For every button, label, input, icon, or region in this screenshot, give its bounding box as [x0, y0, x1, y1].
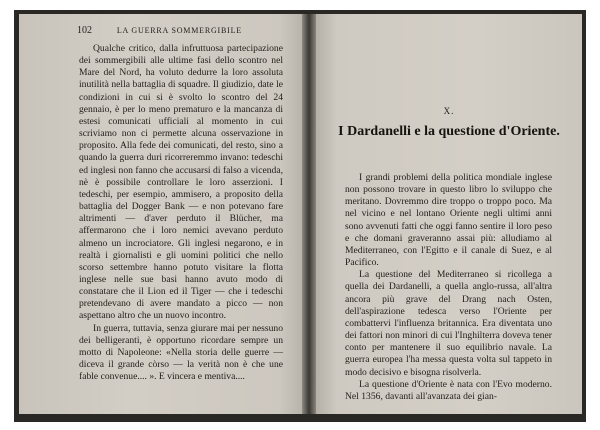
paragraph: In guerra, tuttavia, senza giurare mai per nessuno dei belligeranti, è opportuno ricordare sempre un motto di Napoleone: «Nella storia delle guerre — diceva il grande còrso — la verità non è che une fable convenue.... ». E vincera e mentiva.... — [79, 322, 283, 383]
right-page — [316, 14, 582, 414]
running-head-title: LA GUERRA SOMMERGIBILE — [116, 26, 242, 35]
chapter-number: X. — [443, 106, 455, 116]
paragraph: La questione d'Oriente è nata con l'Evo moderno. Nel 1356, davanti all'avanzata dei gian- — [345, 378, 552, 402]
chapter-title: I Dardanelli e la questione d'Oriente. — [338, 124, 560, 139]
left-page — [19, 14, 302, 414]
running-head — [77, 25, 282, 36]
page-number: 102 — [77, 25, 92, 36]
book-gutter — [302, 14, 316, 414]
paragraph: I grandi problemi della politica mondiale inglese non possono trovare in questo libro lo sviluppo che meritano. Dovremmo dire troppo o troppo poco. Ma nel vicino e nel lontano Oriente negli ultimi anni sono avvenuti fatti che oggi fanno sentire il loro peso e che domani graveranno assai più: alludiamo al Mediterraneo, con l'Egitto e il canale di Suez, e al Pacifico. — [345, 172, 552, 269]
right-body-text — [345, 172, 552, 403]
paragraph: Qualche critico, dalla infruttuosa partecipazione dei sommergibili alle ultime fasi dello scontro nel Mare del Nord, ha voluto dedurre la loro assoluta inutilità nella battaglia di squadre. Il giudizio, date le condizioni in cui si è svolto lo scontro del 24 gennaio, è per lo meno prematuro e la mancanza di estesi comunicati ufficiali al momento in cui scriviamo non ci permette alcuna osservazione in proposito. Alla fede dei comunicati, del resto, sino a quando la guerra duri ricorreremmo invano: tedeschi ed inglesi non fanno che accusarsi di falso a vicenda, nè è possibile controllare le loro asserzioni. I tedeschi, per esempio, ammisero, a proposito della battaglia del Dogger Bank — e non potevano fare altrimenti — d'aver perduto il Blücher, ma affermarono che i loro nemici avevano perduto almeno un incrociatore. Gli inglesi negarono, e in realtà i giornalisti e gli uomini politici che nello scorso settembre hanno potuto visitare la flotta inglese nelle sue basi hanno avuto modo di constatare che il Lion ed il Tiger — che i tedeschi pretendevano di avere mandato a picco — non aspettano altro che un nuovo incontro. — [79, 43, 283, 322]
left-body-text — [79, 43, 283, 383]
paragraph: La questione del Mediterraneo si ricollega a quella dei Dardanelli, a quella anglo-russa, all'altra ancora più grave del Drang nach Osten, dell'aspirazione tedesca verso l'Oriente per combattervi l'influenza britannica. Era diventata uno dei fattori non minori di cui l'Inghilterra doveva tener conto per mantenere il suo equilibrio navale. La guerra europea l'ha messa questa volta sul tappeto in modo decisivo e bisogna risolverla. — [345, 269, 552, 378]
